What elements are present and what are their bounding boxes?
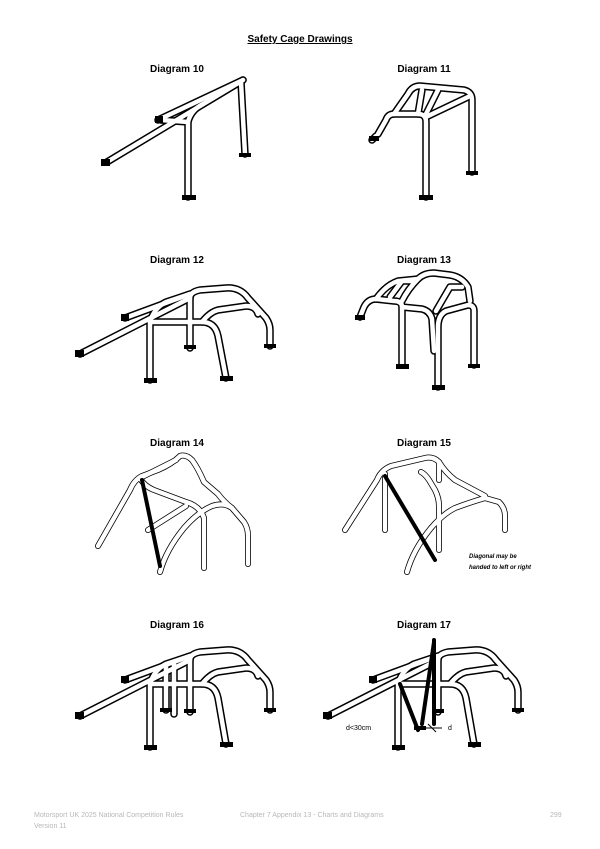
diagram-17-tubes bbox=[328, 650, 518, 747]
diagram-17-drawing bbox=[318, 632, 538, 757]
diagram-11-label: Diagram 11 bbox=[397, 64, 451, 75]
diagram-15-diagonal bbox=[385, 476, 435, 560]
cage-tube-inner bbox=[161, 120, 188, 122]
diagram-12-drawing bbox=[70, 270, 290, 390]
diagram-13-tubes bbox=[360, 273, 474, 387]
diagram-11-tubes bbox=[372, 86, 472, 197]
cage-tube-inner bbox=[140, 460, 176, 478]
diagram-16-drawing bbox=[70, 632, 290, 757]
diagram-10-tubes bbox=[107, 80, 245, 197]
diagram-15-label: Diagram 15 bbox=[397, 438, 451, 449]
diagram-15-note bbox=[469, 552, 531, 574]
diagram-15-note-line-1: Diagonal may be bbox=[469, 554, 517, 560]
diagram-14-tubes bbox=[98, 456, 248, 573]
diagram-10-feet bbox=[101, 116, 251, 200]
diagram-13-drawing bbox=[350, 265, 500, 395]
diagram-10-drawing bbox=[95, 72, 265, 207]
diagram-16-label: Diagram 16 bbox=[150, 620, 204, 631]
diagram-13-feet bbox=[355, 315, 480, 390]
diagram-14-label: Diagram 14 bbox=[150, 438, 204, 449]
cage-tube bbox=[438, 305, 474, 387]
cage-tube-inner bbox=[158, 80, 243, 120]
cage-tube-inner bbox=[202, 668, 258, 684]
cage-tube-inner bbox=[450, 668, 506, 684]
cage-tube-inner bbox=[202, 306, 258, 322]
footer-publication: Motorsport UK 2025 National Competition Rules bbox=[34, 812, 184, 819]
diagram-10-label: Diagram 10 bbox=[150, 64, 204, 75]
diagram-11-drawing bbox=[360, 72, 490, 207]
cage-tube-inner bbox=[345, 458, 485, 531]
cage-tube-inner bbox=[98, 456, 232, 547]
diagram-17-distance-label: d<30cm bbox=[346, 725, 372, 732]
diagram-13-label: Diagram 13 bbox=[397, 255, 451, 266]
diagram-17-label: Diagram 17 bbox=[397, 620, 451, 631]
cage-tube bbox=[360, 299, 402, 365]
diagram-17-diagonal-left bbox=[400, 684, 418, 730]
footer-page-number: 299 bbox=[550, 812, 562, 819]
footer-version: Version 11 bbox=[34, 823, 67, 830]
footer-chapter: Chapter 7 Appendix 13 - Charts and Diagrams bbox=[240, 812, 384, 819]
diagram-17-d-label: d bbox=[448, 725, 452, 732]
cage-tube bbox=[378, 114, 426, 197]
diagram-16-tubes bbox=[80, 650, 270, 747]
cage-tube-inner bbox=[80, 298, 190, 354]
diagram-12-label: Diagram 12 bbox=[150, 255, 204, 266]
diagram-12-tubes bbox=[80, 288, 270, 380]
page-title: Safety Cage Drawings bbox=[247, 34, 353, 45]
diagram-14-drawing bbox=[88, 450, 278, 580]
cage-tube-inner bbox=[328, 660, 438, 716]
diagram-15-note-line-2: handed to left or right bbox=[469, 565, 531, 571]
